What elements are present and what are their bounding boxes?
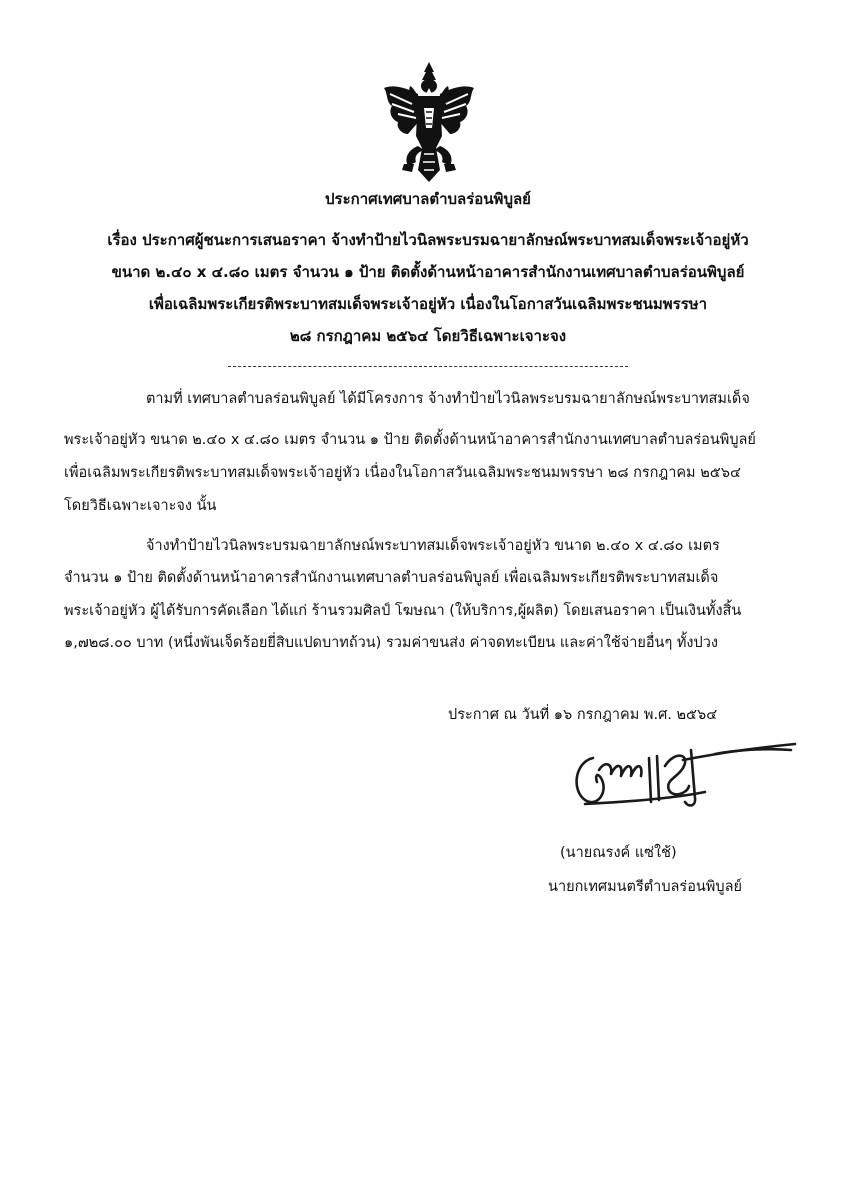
garuda-emblem-icon xyxy=(378,58,480,186)
paragraph2-line: พระเจ้าอยู่หัว ผู้ได้รับการคัดเลือก ได้แก่ ร้านรวมศิลป์ โฆษณา (ให้บริการ,ผู้ผลิต) โดยเสนอราคา เป็นเงินทั้งสิ้น xyxy=(64,603,742,619)
paragraph1-line: พระเจ้าอยู่หัว ขนาด ๒.๔๐ x ๔.๘๐ เมตร จำนวน ๑ ป้าย ติดตั้งด้านหน้าอาคารสำนักงานเทศบาลตำบลร่อนพิบูลย์ xyxy=(64,432,756,448)
paragraph1-line: โดยวิธีเฉพาะเจาะจง นั้น xyxy=(64,498,217,514)
signer-position: นายกเทศมนตรีตำบลร่อนพิบูลย์ xyxy=(548,879,742,895)
paragraph2-line: จำนวน ๑ ป้าย ติดตั้งด้านหน้าอาคารสำนักงานเทศบาลตำบลร่อนพิบูลย์ เพื่อเฉลิมพระเกียรติพระบาทสมเด็จ xyxy=(64,570,719,586)
paragraph2-line: จ้างทำป้ายไวนิลพระบรมฉายาลักษณ์พระบาทสมเด็จพระเจ้าอยู่หัว ขนาด ๒.๔๐ x ๔.๘๐ เมตร xyxy=(146,538,720,554)
subject-line: ๒๘ กรกฎาคม ๒๕๖๔ โดยวิธีเฉพาะเจาะจง xyxy=(289,327,567,345)
paragraph1-line: เพื่อเฉลิมพระเกียรติพระบาทสมเด็จพระเจ้าอยู่หัว เนื่องในโอกาสวันเฉลิมพระชนมพรรษา ๒๘ กรกฎาคม ๒๕๖๔ xyxy=(64,465,741,481)
paragraph1-line: ตามที่ เทศบาลตำบลร่อนพิบูลย์ ได้มีโครงการ จ้างทำป้ายไวนิลพระบรมฉายาลักษณ์พระบาทสมเด็จ xyxy=(146,391,750,407)
subject-line: เพื่อเฉลิมพระเกียรติพระบาทสมเด็จพระเจ้าอยู่หัว เนื่องในโอกาสวันเฉลิมพระชนมพรรษา xyxy=(148,295,708,313)
subject-line: เรื่อง ประกาศผู้ชนะการเสนอราคา จ้างทำป้ายไวนิลพระบรมฉายาลักษณ์พระบาทสมเด็จพระเจ้าอยู่หัว xyxy=(107,231,749,249)
paragraph2-line: ๑,๗๒๘.๐๐ บาท (หนึ่งพันเจ็ดร้อยยี่สิบแปดบาทถ้วน) รวมค่าขนส่ง ค่าจดทะเบียน และค่าใช้จ่ายอื่นๆ ทั้งปวง xyxy=(64,635,718,651)
page-title: ประกาศเทศบาลตำบลร่อนพิบูลย์ xyxy=(325,190,531,208)
handwritten-signature-icon xyxy=(565,720,800,820)
announce-date: ประกาศ ณ วันที่ ๑๖ กรกฎาคม พ.ศ. ๒๕๖๔ xyxy=(448,707,718,723)
signer-name: (นายณรงค์ แซ่ใช้) xyxy=(560,845,677,861)
subject-line: ขนาด ๒.๔๐ x ๔.๘๐ เมตร จำนวน ๑ ป้าย ติดตั้งด้านหน้าอาคารสำนักงานเทศบาลตำบลร่อนพิบูลย์ xyxy=(111,263,745,281)
dashed-separator xyxy=(228,366,628,367)
